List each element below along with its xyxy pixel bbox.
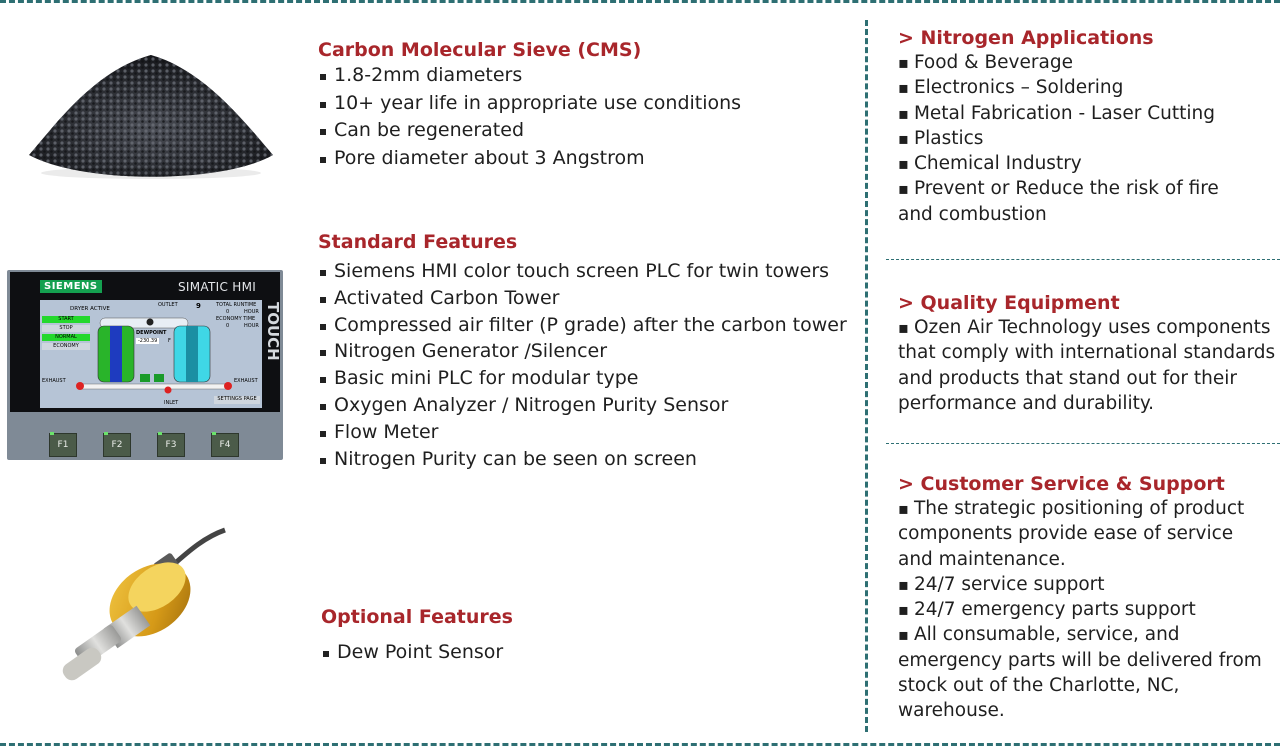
list-item: 1.8-2mm diameters [318, 62, 741, 90]
bottom-dashed-border [0, 743, 1280, 746]
hmi-runtime-value: 0 [226, 309, 230, 315]
list-item: ▪ Plastics [898, 126, 1276, 151]
list-item: Pore diameter about 3 Angstrom [318, 145, 741, 173]
cms-list [318, 62, 741, 172]
vertical-divider [865, 20, 868, 732]
list-item: Can be regenerated [318, 117, 741, 145]
hmi-economy-time-label: ECONOMY TIME [216, 316, 256, 322]
siemens-hmi-image [7, 270, 283, 460]
hmi-outlet-label: OUTLET [158, 302, 178, 308]
hmi-display [40, 300, 262, 408]
hmi-economy-unit: HOUR [244, 323, 259, 329]
support-title: > Customer Service & Support [898, 473, 1225, 495]
hmi-inlet: INLET [164, 400, 179, 406]
list-item: Nitrogen Generator /Silencer [318, 338, 847, 365]
list-item: Oxygen Analyzer / Nitrogen Purity Sensor [318, 392, 847, 419]
list-item: Basic mini PLC for modular type [318, 365, 847, 392]
hmi-bezel [10, 272, 280, 412]
hmi-normal-button: NORMAL [42, 334, 90, 341]
quality-text-block [898, 315, 1276, 416]
hmi-outlet-value: 9 [196, 302, 201, 310]
list-item: 10+ year life in appropriate use conditions [318, 90, 741, 118]
list-item: ▪ 24/7 emergency parts support [898, 597, 1276, 622]
hmi-runtime-unit: HOUR [244, 309, 259, 315]
hmi-touch-label: TOUCH [264, 302, 282, 361]
quality-title: > Quality Equipment [898, 292, 1120, 314]
hmi-economy-button: ECONOMY [42, 343, 90, 350]
hmi-economy-value: 0 [226, 323, 230, 329]
hmi-brand-logo: SIEMENS [40, 280, 102, 293]
list-item: ▪ All consumable, service, and emergency parts will be delivered from stock out of the Charlotte, NC, warehouse. [898, 622, 1274, 723]
applications-list [898, 50, 1276, 227]
support-list [898, 496, 1276, 724]
hmi-f1-key: F1 [49, 433, 77, 457]
hmi-exhaust-right: EXHAUST [234, 378, 258, 384]
hmi-dewpoint-label: DEWPOINT [136, 330, 167, 336]
hmi-f2-key: F2 [103, 433, 131, 457]
hmi-status: DRYER ACTIVE [70, 306, 110, 312]
right-divider-1 [886, 259, 1280, 260]
list-item: ▪ Food & Beverage [898, 50, 1276, 75]
optional-features-title: Optional Features [321, 606, 513, 628]
hmi-settings-button: SETTINGS PAGE [214, 396, 260, 404]
list-item: Dew Point Sensor [321, 639, 503, 667]
list-item: ▪ Prevent or Reduce the risk of fire and combustion [898, 176, 1248, 227]
hmi-total-runtime-label: TOTAL RUNTIME [216, 302, 257, 308]
hmi-dewpoint-unit: F [168, 338, 171, 344]
hmi-stop-button: STOP [42, 325, 90, 332]
cms-granules-image [25, 45, 277, 190]
top-dashed-border [0, 0, 1280, 3]
list-item: ▪ Metal Fabrication - Laser Cutting [898, 101, 1276, 126]
list-item: ▪ 24/7 service support [898, 572, 1276, 597]
applications-title: > Nitrogen Applications [898, 27, 1154, 49]
standard-features-list [318, 258, 847, 472]
hmi-exhaust-left: EXHAUST [42, 378, 66, 384]
hmi-f4-key: F4 [211, 433, 239, 457]
right-divider-2 [886, 443, 1280, 444]
hmi-function-keys [7, 433, 283, 457]
hmi-start-button: START [42, 316, 90, 323]
list-item: Activated Carbon Tower [318, 285, 847, 312]
hmi-f3-key: F3 [157, 433, 185, 457]
dew-point-sensor-image [55, 525, 230, 700]
quality-text: ▪ Ozen Air Technology uses components that comply with international standards and products that stand out for their performance and durability. [898, 315, 1276, 416]
list-item: Compressed air filter (P grade) after the carbon tower [318, 312, 847, 339]
list-item: Siemens HMI color touch screen PLC for twin towers [318, 258, 847, 285]
hmi-model: SIMATIC HMI [178, 280, 257, 294]
cms-title: Carbon Molecular Sieve (CMS) [318, 39, 642, 61]
standard-features-title: Standard Features [318, 231, 518, 253]
hmi-dewpoint-value: -230.39 [138, 338, 158, 344]
list-item: ▪ The strategic positioning of product components provide ease of service and maintenance. [898, 496, 1258, 572]
list-item: Flow Meter [318, 419, 847, 446]
optional-features-list [321, 639, 503, 667]
list-item: Nitrogen Purity can be seen on screen [318, 446, 847, 473]
list-item: ▪ Chemical Industry [898, 151, 1276, 176]
list-item: ▪ Electronics – Soldering [898, 75, 1276, 100]
